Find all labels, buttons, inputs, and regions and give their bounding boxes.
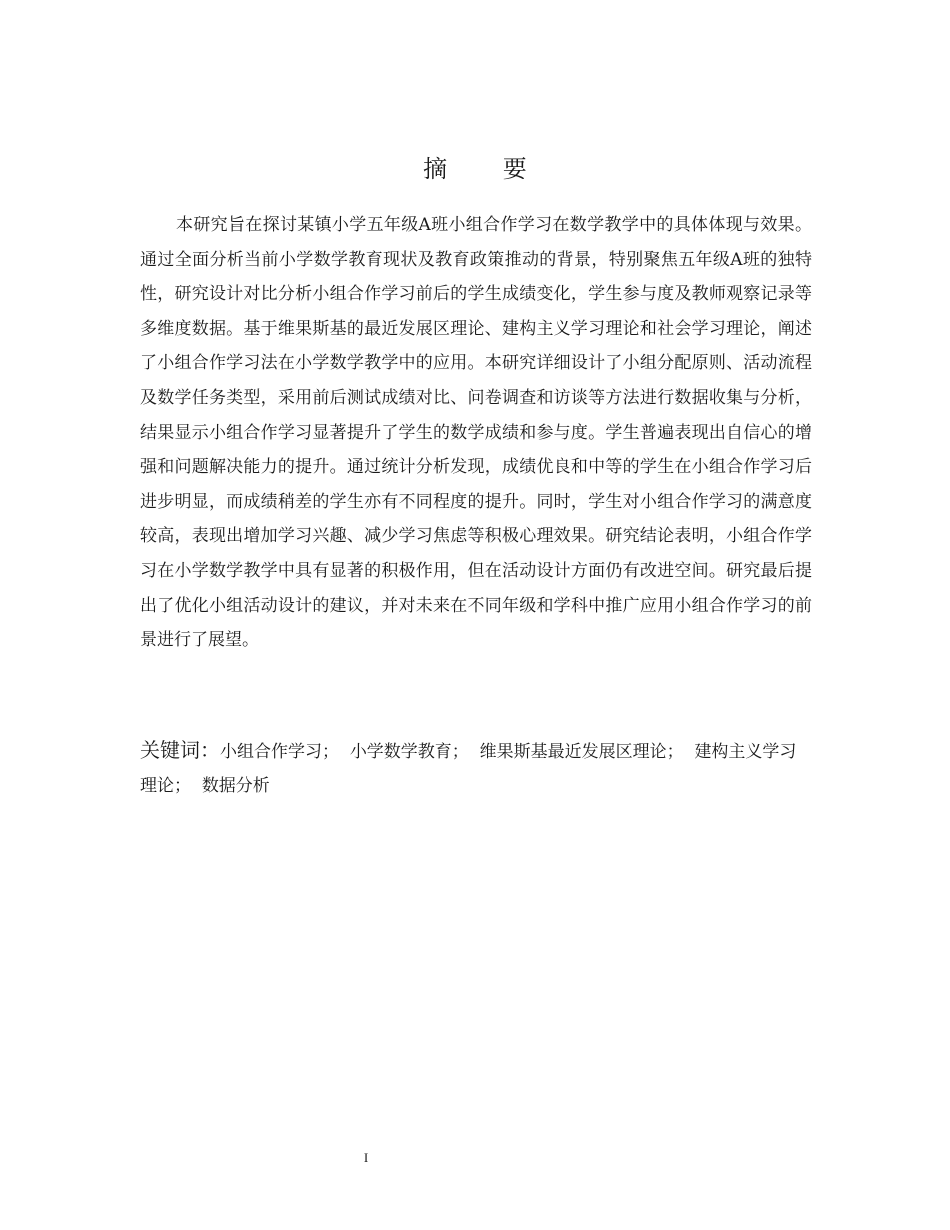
keywords-label: 关键词： xyxy=(140,738,220,762)
abstract-paragraph: 本研究旨在探讨某镇小学五年级A班小组合作学习在数学教学中的具体体现与效果。通过全面分析当前小学数学教育现状及教育政策推动的背景，特别聚焦五年级A班的独特性，研究设计对比分析小组合作学习前后的学生成绩变化，学生参与度及教师观察记录等多维度数据。基于维果斯基的最近发展区理论、建构主义学习理论和社会学习理论，阐述了小组合作学习法在小学数学教学中的应用。本研究详细设计了小组分配原则、活动流程及数学任务类型，采用前后测试成绩对比、问卷调查和访谈等方法进行数据收集与分析，结果显示小组合作学习显著提升了学生的数学成绩和参与度。学生普遍表现出自信心的增强和问题解决能力的提升。通过统计分析发现，成绩优良和中等的学生在小组合作学习后进步明显，而成绩稍差的学生亦有不同程度的提升。同时，学生对小组合作学习的满意度较高，表现出增加学习兴趣、减少学习焦虑等积极心理效果。研究结论表明，小组合作学习在小学数学教学中具有显著的积极作用，但在活动设计方面仍有改进空间。研究最后提出了优化小组活动设计的建议，并对未来在不同年级和学科中推广应用小组合作学习的前景进行了展望。 xyxy=(140,215,812,651)
keyword-item: 数据分析 xyxy=(201,776,270,796)
keyword-item: 小学数学教育； xyxy=(349,742,469,762)
page-title: 摘 要 xyxy=(423,155,551,183)
keywords-section xyxy=(140,733,812,803)
keyword-item: 小组合作学习； xyxy=(220,742,339,762)
page-number: I xyxy=(363,1150,369,1165)
keyword-item: 建构主义学习理论； xyxy=(140,742,797,796)
keyword-item: 维果斯基最近发展区理论； xyxy=(479,742,684,762)
